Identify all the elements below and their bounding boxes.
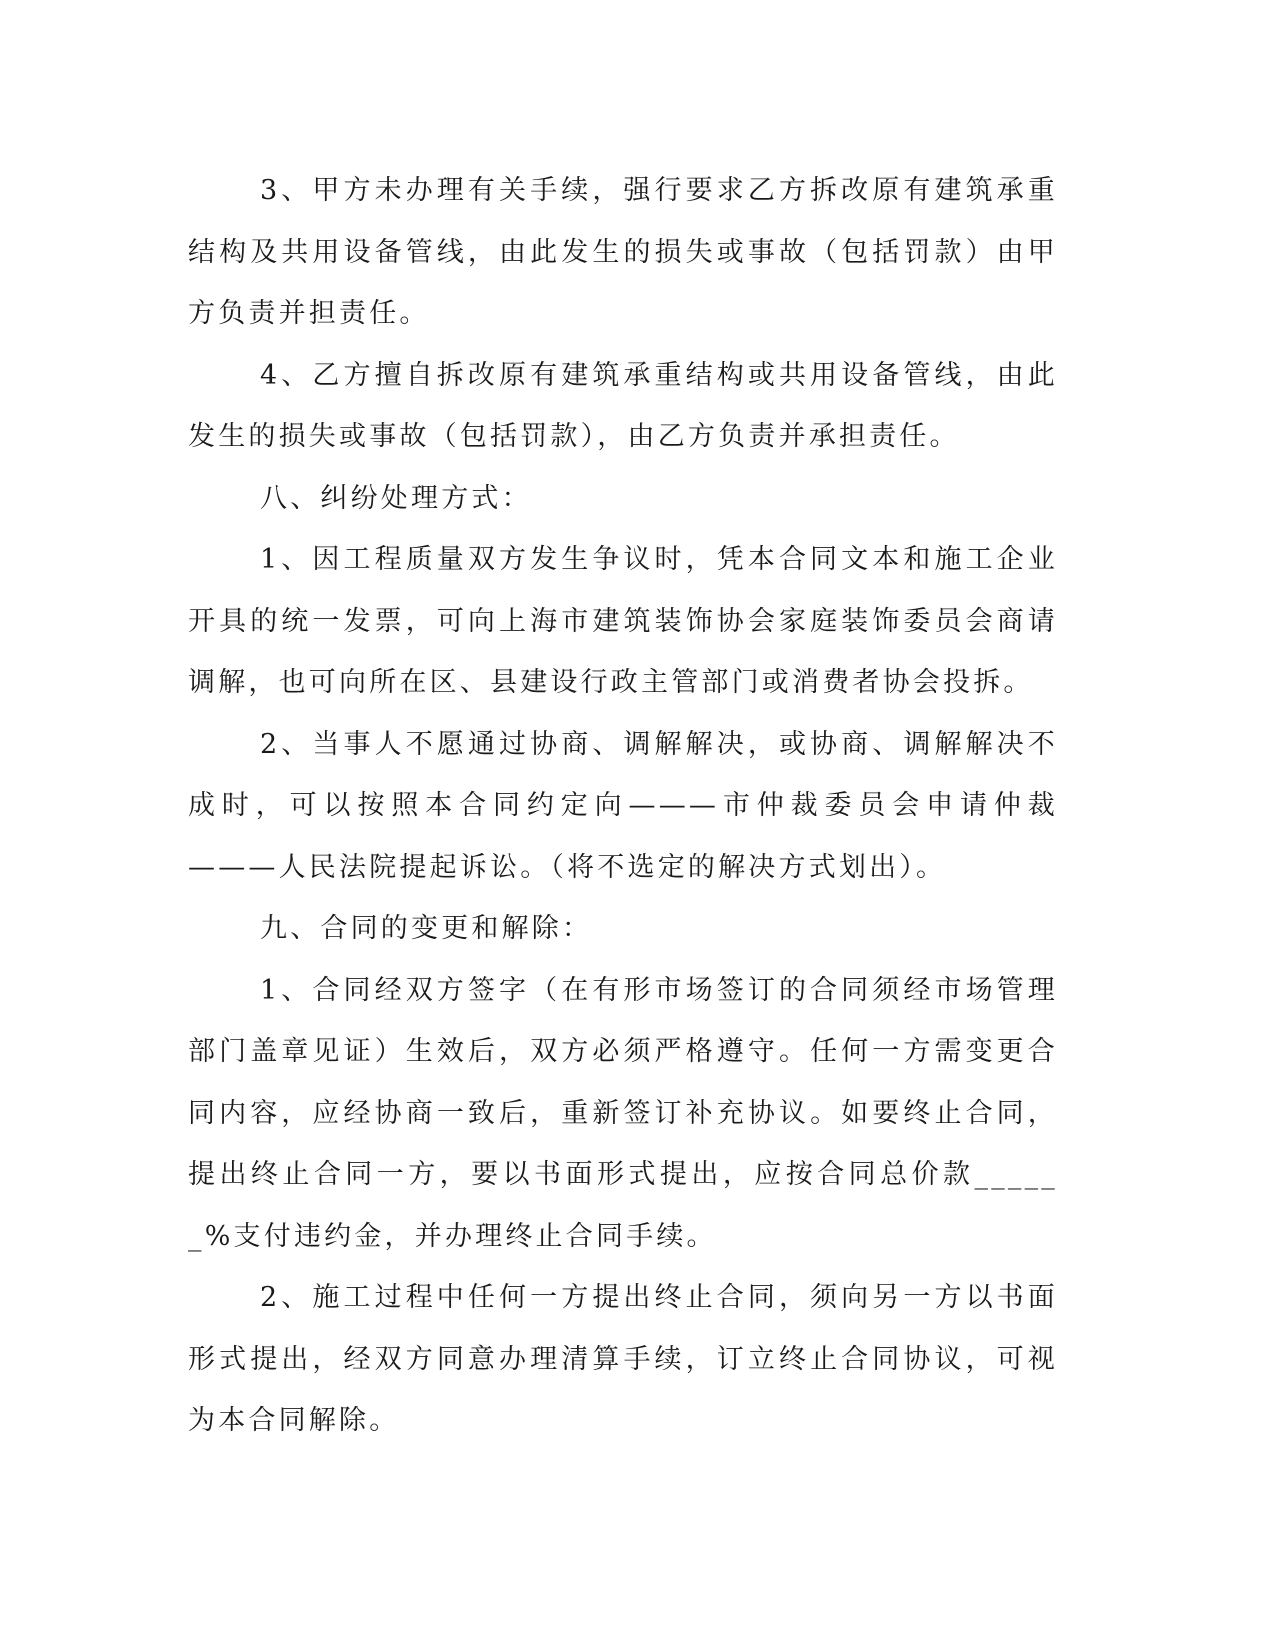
paragraph-change-2: 2、施工过程中任何一方提出终止合同，须向另一方以书面形式提出，经双方同意办理清算手续，订立终止合同协议，可视为本合同解除。 [188,1282,1058,1436]
paragraph-clause-4: 4、乙方擅自拆改原有建筑承重结构或共用设备管线，由此发生的损失或事故（包括罚款），由乙方负责并承担责任。 [188,359,1058,452]
paragraph-clause-3: 3、甲方未办理有关手续，强行要求乙方拆改原有建筑承重结构及共用设备管线，由此发生的损失或事故（包括罚款）由甲方负责并担责任。 [188,175,1058,329]
paragraph-dispute-1: 1、因工程质量双方发生争议时，凭本合同文本和施工企业开具的统一发票，可向上海市建筑装饰协会家庭装饰委员会商请调解，也可向所在区、县建设行政主管部门或消费者协会投拆。 [188,544,1058,698]
section-heading-contract-change: 九、合同的变更和解除： [260,913,593,944]
paragraph-dispute-2: 2、当事人不愿通过协商、调解解决，或协商、调解解决不成时，可以按照本合同约定向———市仲裁委员会申请仲裁———人民法院提起诉讼。（将不选定的解决方式划出）。 [188,728,1058,883]
paragraph-change-1: 1、合同经双方签字（在有形市场签订的合同须经市场管理部门盖章见证）生效后，双方必须严格遵守。任何一方需变更合同内容，应经协商一致后，重新签订补充协议。如要终止合同，提出终止合同一方，要以书面形式提出，应按合同总价款______%支付违约金，并办理终止合同手续。 [188,974,1058,1252]
document-body [188,160,1058,1452]
section-heading-dispute-resolution: 八、纠纷处理方式： [260,482,532,514]
